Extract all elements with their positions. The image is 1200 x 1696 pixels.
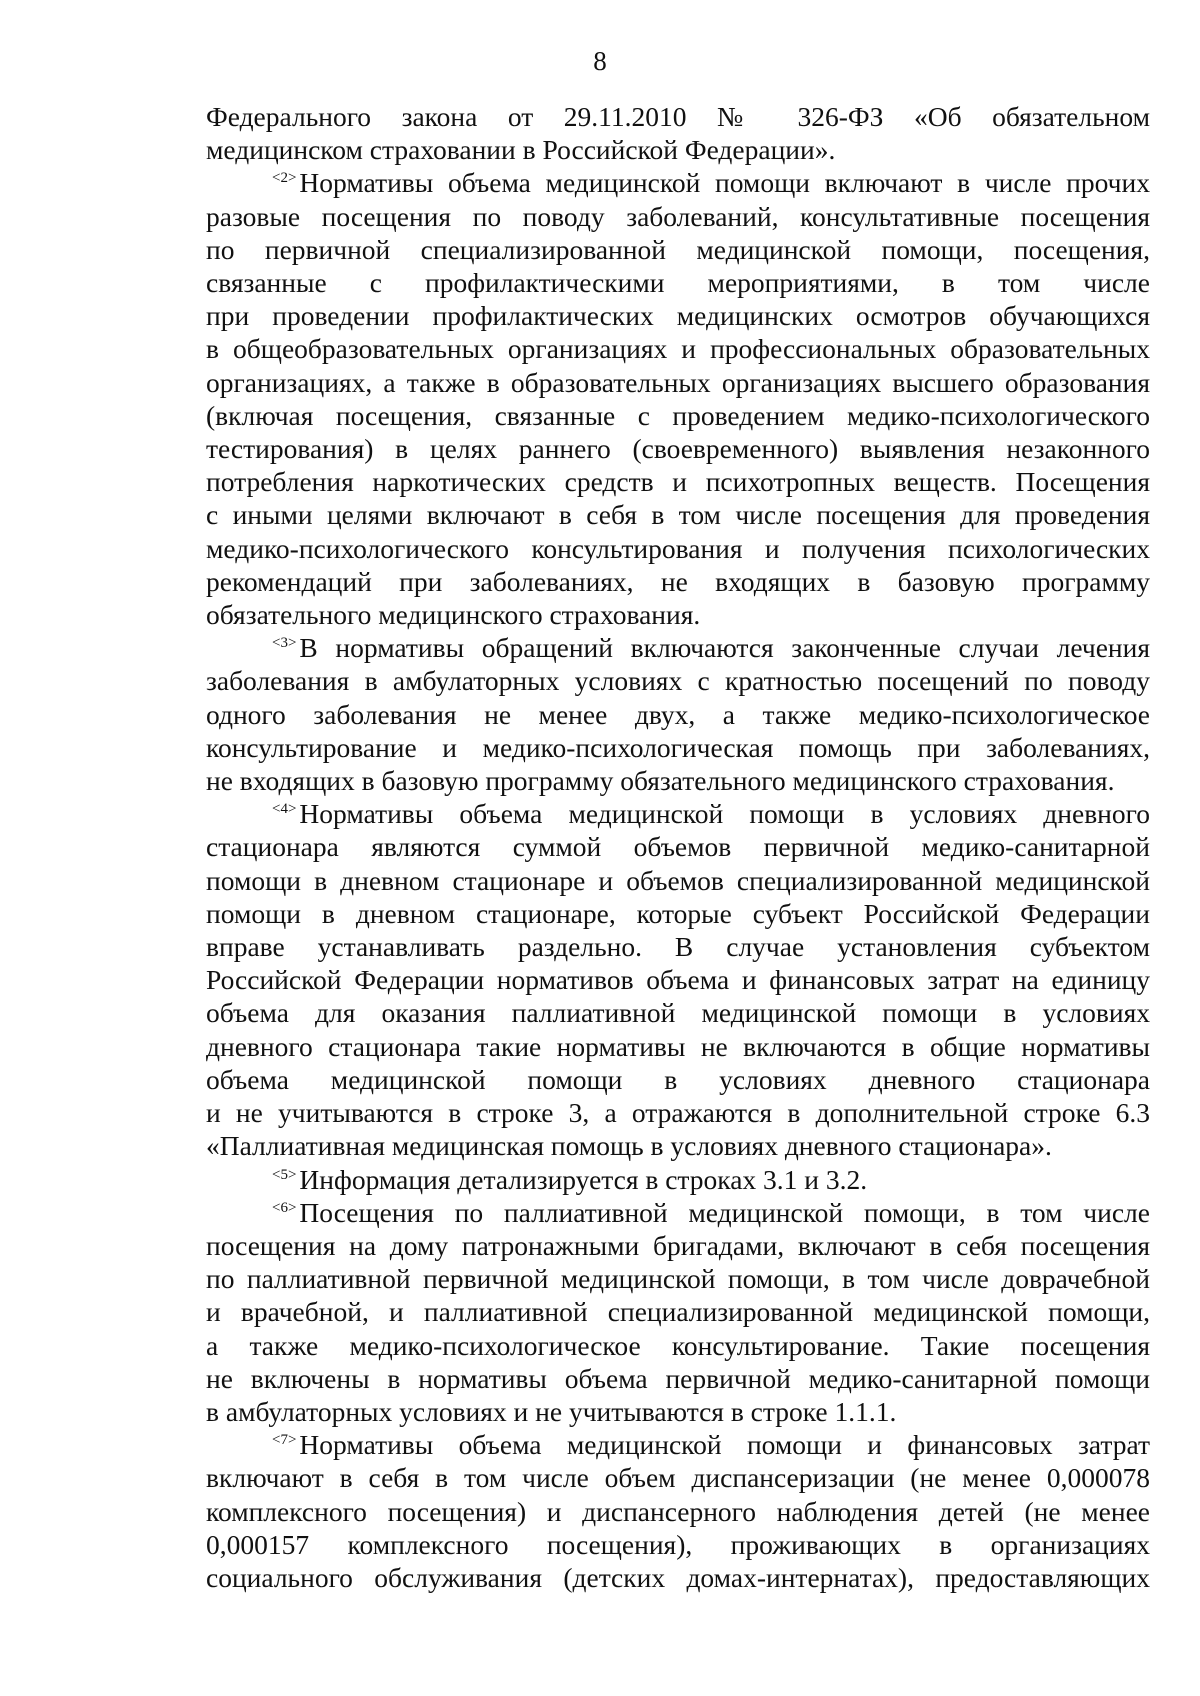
text-line: Нормативы объема медицинской помощи включают в числе прочих [299, 167, 1150, 199]
text-line: медико-психологического консультирования и получения психологических [206, 532, 1150, 564]
footnote-marker: <3> [272, 635, 297, 652]
footnote-marker: <4> [272, 801, 297, 818]
text-line-first [206, 1428, 1150, 1461]
footnote-marker: <2> [272, 170, 297, 187]
footnote-5 [206, 1163, 1150, 1196]
text-line: по паллиативной первичной медицинской помощи, в том числе доврачебной [206, 1263, 1150, 1295]
footnote-marker: <6> [272, 1199, 297, 1216]
text-line: медицинском страховании в Российской Федерации». [206, 134, 836, 166]
text-line-first [206, 631, 1150, 664]
text-line: не включены в нормативы объема первичной медико-санитарной помощи [206, 1362, 1150, 1394]
text-line: одного заболевания не менее двух, а также медико-психологическое [206, 698, 1150, 730]
text-line: не входящих в базовую программу обязательного медицинского страхования. [206, 765, 1115, 797]
text-line: связанные с профилактическими мероприятиями, в том числе [206, 267, 1150, 299]
text-line: потребления наркотических средств и психотропных веществ. Посещения [206, 466, 1150, 498]
text-line: Нормативы объема медицинской помощи в условиях дневного [299, 798, 1150, 830]
text-line: стационара являются суммой объемов первичной медико-санитарной [206, 831, 1150, 863]
text-line: посещения на дому патронажными бригадами, включают в себя посещения [206, 1229, 1150, 1261]
footnote-marker: <5> [272, 1166, 297, 1183]
text-line: при проведении профилактических медицинских осмотров обучающихся [206, 300, 1150, 332]
text-line: вправе устанавливать раздельно. В случае установления субъектом [206, 931, 1150, 963]
document-body [206, 100, 1150, 1594]
text-line-first [206, 166, 1150, 199]
text-line: Российской Федерации нормативов объема и финансовых затрат на единицу [206, 964, 1150, 996]
footnote-2 [206, 166, 1150, 631]
footnote-marker: <7> [272, 1432, 297, 1449]
text-line: и не учитываются в строке 3, а отражаются в дополнительной строке 6.3 [206, 1097, 1150, 1129]
text-line: Информация детализируется в строках 3.1 и 3.2. [299, 1163, 868, 1195]
text-line: рекомендаций при заболеваниях, не входящих в базовую программу [206, 565, 1150, 597]
text-line: 0,000157 комплексного посещения), проживающих в организациях [206, 1528, 1150, 1560]
text-line: заболевания в амбулаторных условиях с кратностью посещений по поводу [206, 665, 1150, 697]
text-line: помощи в дневном стационаре и объемов специализированной медицинской [206, 864, 1150, 896]
text-line: Посещения по паллиативной медицинской помощи, в том числе [299, 1196, 1150, 1228]
text-line: обязательного медицинского страхования. [206, 599, 701, 631]
footnote-7 [206, 1428, 1150, 1594]
text-line: тестирования) в целях раннего (своевременного) выявления незаконного [206, 433, 1150, 465]
text-line: социального обслуживания (детских домах-интернатах), предоставляющих [206, 1561, 1150, 1593]
text-line-first [206, 1163, 1150, 1196]
text-line: включают в себя в том числе объем диспансеризации (не менее 0,000078 [206, 1462, 1150, 1494]
text-line: (включая посещения, связанные с проведением медико-психологического [206, 399, 1150, 431]
text-line: Нормативы объема медицинской помощи и финансовых затрат [299, 1429, 1150, 1461]
footnote-3 [206, 631, 1150, 797]
text-line: консультирование и медико-психологическая помощь при заболеваниях, [206, 731, 1150, 763]
text-line: разовые посещения по поводу заболеваний, консультативные посещения [206, 200, 1150, 232]
page-number: 8 [593, 46, 607, 76]
text-line: по первичной специализированной медицинской помощи, посещения, [206, 233, 1150, 265]
text-line: помощи в дневном стационаре, которые субъект Российской Федерации [206, 897, 1150, 929]
paragraph-continuation [206, 100, 1150, 166]
footnote-6 [206, 1196, 1150, 1428]
text-line-first [206, 797, 1150, 830]
text-line: и врачебной, и паллиативной специализированной медицинской помощи, [206, 1296, 1150, 1328]
text-line: объема для оказания паллиативной медицинской помощи в условиях [206, 997, 1150, 1029]
footnote-4 [206, 797, 1150, 1162]
text-line: с иными целями включают в себя в том числе посещения для проведения [206, 499, 1150, 531]
text-line: а также медико-психологическое консультирование. Такие посещения [206, 1329, 1150, 1361]
text-line: В нормативы обращений включаются законченные случаи лечения [299, 632, 1150, 664]
text-line-first [206, 1196, 1150, 1229]
text-line: «Паллиативная медицинская помощь в условиях дневного стационара». [206, 1130, 1052, 1162]
text-line: дневного стационара такие нормативы не включаются в общие нормативы [206, 1030, 1150, 1062]
text-line: объема медицинской помощи в условиях дневного стационара [206, 1063, 1150, 1095]
text-line: в амбулаторных условиях и не учитываются в строке 1.1.1. [206, 1395, 897, 1427]
text-line: организациях, а также в образовательных организациях высшего образования [206, 366, 1150, 398]
text-line: в общеобразовательных организациях и профессиональных образовательных [206, 333, 1150, 365]
text-line: Федерального закона от 29.11.2010 № 326-ФЗ «Об обязательном [206, 101, 1150, 132]
text-line: комплексного посещения) и диспансерного наблюдения детей (не менее [206, 1495, 1150, 1527]
